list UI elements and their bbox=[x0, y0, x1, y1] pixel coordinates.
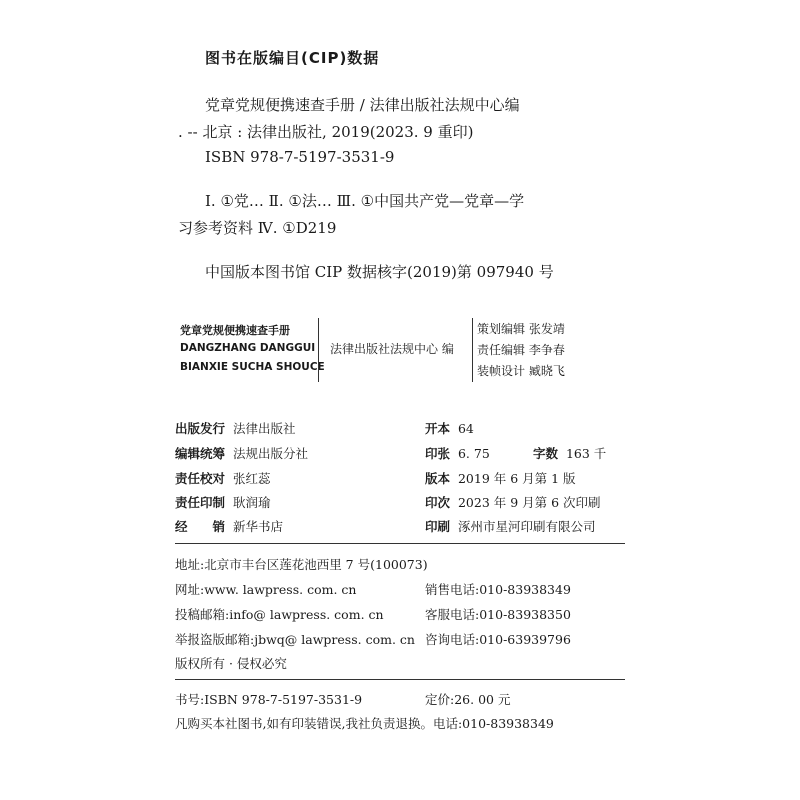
contact-inquiry-phone: 咨询电话:010-63939796 bbox=[425, 632, 571, 647]
contact-submission-email: 投稿邮箱:info@ lawpress. com. cn bbox=[175, 607, 384, 622]
info-printer: 印刷 涿州市星河印刷有限公司 bbox=[425, 519, 596, 534]
credit-designer bbox=[477, 362, 565, 379]
cip-classification-line-1: Ⅰ. ①党… Ⅱ. ①法… Ⅲ. ①中国共产党—党章—学 bbox=[205, 192, 525, 210]
book-number: 书号:ISBN 978-7-5197-3531-9 bbox=[175, 692, 363, 707]
divider-contact-top bbox=[175, 543, 625, 544]
credit-role: 策划编辑 bbox=[477, 322, 526, 336]
credit-name: 臧晓飞 bbox=[528, 364, 565, 378]
title-divider-left bbox=[318, 318, 319, 382]
info-sheets: 印张 6. 75 bbox=[425, 446, 490, 461]
editor: 法律出版社法规中心 编 bbox=[330, 342, 454, 356]
title-pinyin-2: BIANXIE SUCHA SHOUCE bbox=[180, 361, 325, 373]
return-notice: 凡购买本社图书,如有印装错误,我社负责退换。电话:010-83938349 bbox=[175, 716, 554, 731]
info-publisher: 出版发行 法律出版社 bbox=[175, 421, 296, 436]
credit-name: 张发靖 bbox=[528, 322, 565, 336]
contact-report-email: 举报盗版邮箱:jbwq@ lawpress. com. cn bbox=[175, 632, 415, 647]
credit-planning-editor bbox=[477, 320, 565, 337]
info-format: 开本 64 bbox=[425, 421, 474, 436]
info-editorial: 编辑统筹 法规出版分社 bbox=[175, 446, 308, 461]
credit-name: 李争春 bbox=[528, 343, 565, 357]
cip-classification-line-2: 习参考资料 Ⅳ. ①D219 bbox=[178, 219, 337, 237]
title-block bbox=[0, 310, 800, 390]
contact-address: 地址:北京市丰台区莲花池西里 7 号(100073) bbox=[175, 557, 428, 572]
contact-sales-phone: 销售电话:010-83938349 bbox=[425, 582, 571, 597]
cip-isbn: ISBN 978-7-5197-3531-9 bbox=[205, 148, 395, 166]
credit-responsible-editor bbox=[477, 341, 565, 358]
contact-website: 网址:www. lawpress. com. cn bbox=[175, 582, 357, 597]
cip-heading: 图书在版编目(CIP)数据 bbox=[205, 49, 380, 67]
copyright-notice: 版权所有 · 侵权必究 bbox=[175, 656, 287, 671]
price: 定价:26. 00 元 bbox=[425, 692, 511, 707]
credit-role: 装帧设计 bbox=[477, 364, 526, 378]
info-distributor: 经 销 新华书店 bbox=[175, 519, 283, 534]
divider-footer-top bbox=[175, 679, 625, 680]
title-pinyin-1: DANGZHANG DANGGUI bbox=[180, 342, 316, 354]
info-proofreader: 责任校对 张红蕊 bbox=[175, 471, 271, 486]
cip-title-line: 党章党规便携速查手册 / 法律出版社法规中心编 bbox=[205, 96, 520, 114]
info-word-count: 字数 163 千 bbox=[533, 446, 607, 461]
contact-service-phone: 客服电话:010-83938350 bbox=[425, 607, 571, 622]
title-divider-right bbox=[472, 318, 473, 382]
cip-publication-line: . -- 北京 : 法律出版社, 2019(2023. 9 重印) bbox=[178, 123, 474, 141]
cip-block bbox=[0, 0, 800, 300]
info-printing: 印次 2023 年 9 月第 6 次印刷 bbox=[425, 495, 601, 510]
info-print-supervisor: 责任印制 耿润瑜 bbox=[175, 495, 271, 510]
title-cn: 党章党规便携速查手册 bbox=[180, 324, 290, 337]
info-edition: 版本 2019 年 6 月第 1 版 bbox=[425, 471, 576, 486]
cip-data-number: 中国版本图书馆 CIP 数据核字(2019)第 097940 号 bbox=[205, 263, 554, 281]
credit-role: 责任编辑 bbox=[477, 343, 526, 357]
